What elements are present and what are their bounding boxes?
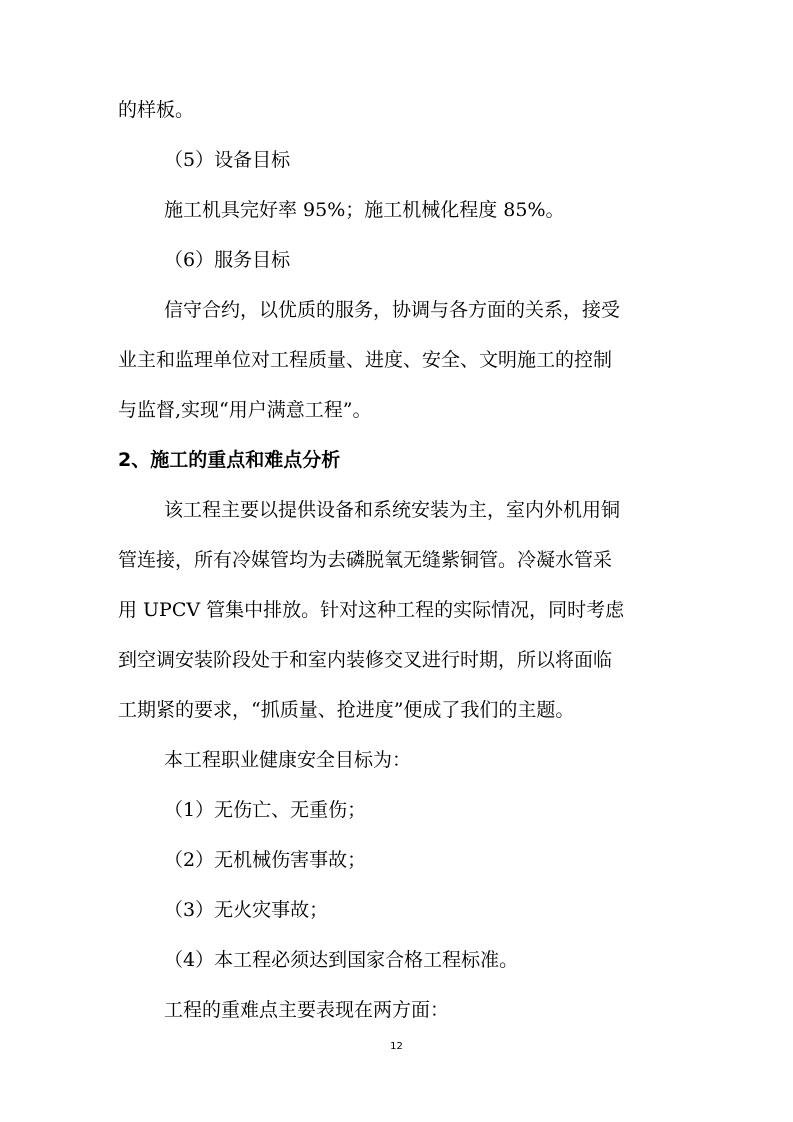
paragraph-line: 信守合约，以优质的服务，协调与各方面的关系，接受 — [164, 299, 621, 321]
paragraph-line: 施工机具完好率 95%；施工机械化程度 85%。 — [164, 199, 565, 221]
paragraph-line: 用 UPCV 管集中排放。针对这种工程的实际情况，同时考虑 — [118, 599, 625, 621]
subheading-equipment-goal: （5）设备目标 — [164, 149, 291, 171]
paragraph-line: 管连接，所有冷媒管均为去磷脱氧无缝紫铜管。冷凝水管采 — [118, 549, 613, 571]
paragraph-line: 本工程职业健康安全目标为： — [164, 749, 412, 771]
subheading-service-goal: （6）服务目标 — [164, 249, 291, 271]
paragraph-line: 该工程主要以提供设备和系统安装为主，室内外机用铜 — [164, 499, 621, 521]
page-number: 12 — [390, 1041, 403, 1052]
paragraph-line: 到空调安装阶段处于和室内装修交叉进行时期，所以将面临 — [118, 649, 613, 671]
paragraph-line: 工程的重难点主要表现在两方面： — [164, 999, 450, 1021]
paragraph-line: 工期紧的要求，“抓质量、抢进度”便成了我们的主题。 — [118, 699, 575, 721]
list-item: （3）无火灾事故； — [164, 899, 329, 921]
list-item: （2）无机械伤害事故； — [164, 849, 367, 871]
paragraph-line: 与监督,实现“用户满意工程”。 — [118, 399, 372, 421]
section-heading: 2、施工的重点和难点分析 — [118, 449, 341, 471]
list-item: （4）本工程必须达到国家合格工程标准。 — [164, 949, 519, 971]
paragraph-line: 业主和监理单位对工程质量、进度、安全、文明施工的控制 — [118, 349, 613, 371]
list-item: （1）无伤亡、无重伤； — [164, 799, 367, 821]
paragraph-line: 的样板。 — [118, 99, 195, 121]
